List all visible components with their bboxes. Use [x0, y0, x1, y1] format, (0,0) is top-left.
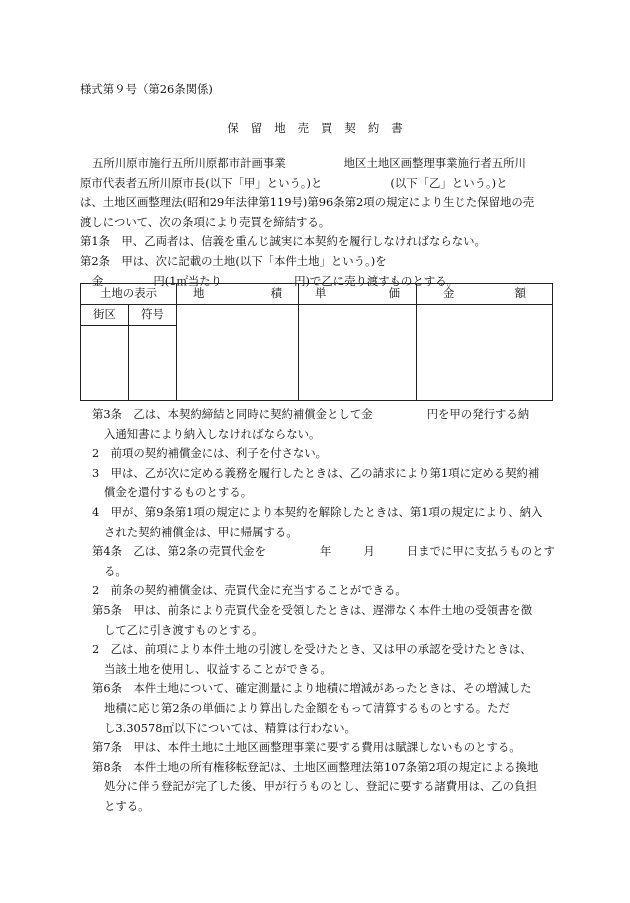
intro-line: 渡しについて、次の条項により売買を締結する。 — [80, 214, 331, 229]
intro-line — [80, 154, 552, 174]
intro-text: (以下「乙」という。)と — [390, 175, 508, 190]
intro-line: は、土地区画整理法(昭和29年法律第119号)第96条第2項の規定により生じた保留地の売 — [80, 195, 535, 210]
title-char: 契 — [344, 121, 356, 135]
subheader-district: 街区 — [81, 305, 129, 326]
contract-body-lower — [80, 405, 555, 816]
intro-line — [80, 174, 552, 194]
header-amount — [417, 284, 553, 305]
article-3-para: 3 甲は、乙が次に定める義務を履行したときは、乙の請求により第1項に定める契約補 — [92, 465, 540, 480]
article-3-para: 2 前項の契約補償金には、利子を付さない。 — [92, 446, 328, 461]
article-6-line: 地積に応じ第2条の単価により算出した金額をもって清算するものとする。ただ — [104, 700, 510, 715]
price-text: 円)で乙に売り渡すものとする。 — [294, 273, 458, 288]
header-char: 単 — [315, 286, 327, 301]
article-5-para: 2 乙は、前項により本件土地の引渡しを受けたとき、又は甲の承認を受けたときは、 — [92, 642, 532, 657]
article-3-para: された契約補償金は、甲に帰属する。 — [104, 524, 298, 539]
article-4-para: 2 前条の契約補償金は、売買代金に充当することができる。 — [92, 583, 407, 598]
article-text: 円を甲の発行する納 — [426, 407, 530, 421]
article-5-para: 当該土地を使用し、収益することができる。 — [104, 661, 332, 676]
month-label: 月 — [363, 544, 375, 559]
cell-amount[interactable] — [417, 305, 553, 401]
form-number: 様式第９号（第26条関係) — [80, 82, 213, 96]
article-2-line: 第2条 甲は、次に記載の土地(以下「本件土地」という。)を — [80, 253, 387, 268]
header-char: 金 — [443, 286, 455, 301]
title-char: 買 — [321, 121, 333, 135]
intro-text: 地区土地区画整理事業施行者五所川 — [343, 156, 526, 170]
article-8-line: とする。 — [104, 798, 150, 813]
article-text: 第3条 乙は、本契約締結と同時に契約補償金として金 — [92, 407, 373, 421]
article-3-para: 4 甲が、第9条第1項の規定により本契約を解除したときは、第1項の規定により、納入 — [92, 504, 543, 519]
title-char: 地 — [274, 121, 286, 135]
article-3-line: 入通知書により納入しなければならない。 — [104, 426, 321, 441]
article-6-line: し3.30578㎡以下については、精算は行わない。 — [104, 720, 356, 735]
article-3-para: 償金を還付するものとする。 — [104, 485, 253, 500]
unit-price-label: 円(1㎡当たり — [153, 273, 223, 288]
title-char: 約 — [367, 121, 380, 135]
header-char: 額 — [514, 286, 526, 301]
document-title — [0, 119, 630, 139]
table-subheader-row — [81, 305, 553, 326]
cell-number[interactable] — [129, 326, 177, 401]
cell-district[interactable] — [81, 326, 129, 401]
article-5-line: して乙に引き渡すものとする。 — [104, 622, 264, 637]
header-area — [177, 284, 299, 305]
article-text: 第4条 乙は、第2条の売買代金を — [92, 544, 266, 559]
article-text: 日までに甲に支払うものとす — [406, 544, 555, 559]
title-char: 売 — [297, 121, 309, 135]
article-1: 第1条 甲、乙両者は、信義を重んじ誠実に本契約を履行しなければならない。 — [80, 234, 486, 249]
table-header-row — [81, 284, 553, 305]
header-char: 価 — [388, 286, 400, 301]
intro-text: 原市代表者五所川原市長(以下「甲」という。)と — [80, 175, 323, 190]
header-char: 地 — [193, 286, 205, 301]
cell-unit-price[interactable] — [299, 305, 417, 401]
title-char: 留 — [250, 121, 263, 135]
article-6-line: 第6条 本件土地について、確定測量により地積に増減があったときは、その増減した — [92, 681, 532, 696]
article-5-line: 第5条 甲は、前条により売買代金を受領したときは、遅滞なく本件土地の受領書を徴 — [92, 602, 533, 617]
price-label: 金 — [92, 273, 104, 288]
subheader-number: 符号 — [129, 305, 177, 326]
contract-body-upper — [80, 154, 552, 291]
article-7: 第7条 甲は、本件土地に土地区画整理事業に要する費用は賦課しないものとする。 — [92, 740, 521, 755]
cell-area[interactable] — [177, 305, 299, 401]
article-3-line — [80, 405, 552, 425]
title-char: 書 — [391, 121, 403, 135]
article-8-line: 第8条 本件土地の所有権移転登記は、土地区画整理法第107条第2項の規定による換地 — [92, 759, 539, 774]
title-char: 保 — [227, 121, 239, 135]
land-table — [80, 283, 553, 401]
article-8-line: 処分に伴う登記が完了した後、甲が行うものとし、登記に要する諸費用は、乙の負担 — [104, 779, 537, 794]
article-4-line: る。 — [104, 563, 127, 578]
header-unit-price — [299, 284, 417, 305]
article-4-line — [80, 542, 555, 562]
year-label: 年 — [319, 544, 332, 559]
header-char: 積 — [270, 286, 282, 301]
intro-text: 五所川原市施行五所川原都市計画事業 — [92, 156, 286, 170]
header-land-display: 土地の表示 — [81, 284, 177, 305]
